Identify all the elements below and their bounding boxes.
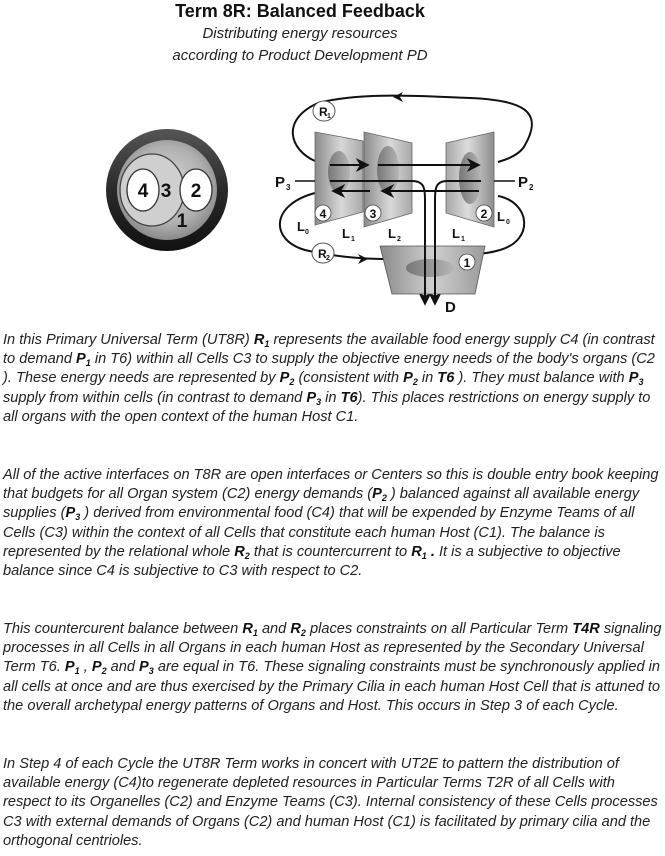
page-title: Term 8R: Balanced Feedback xyxy=(175,1,425,21)
term-subscript: 1 xyxy=(85,358,91,369)
bold-term: $P_3$ xyxy=(65,505,81,523)
text-run: signaling processes in all Cells in all Organs in each human Host as represented by the Secondary Universal Term T6. xyxy=(3,621,662,676)
circle-label-4: 4 xyxy=(137,181,149,202)
paragraph-1 xyxy=(3,331,663,427)
d-output-label: D xyxy=(445,299,456,316)
p3-label: P xyxy=(275,174,286,191)
paragraph-2 xyxy=(3,466,663,581)
l1-right-label: L xyxy=(452,226,460,241)
bold-term: . xyxy=(426,543,435,560)
l2-label: L xyxy=(388,226,396,241)
bold-term: $P_2$ xyxy=(372,486,387,504)
bold-term: $P_1$ xyxy=(64,659,80,677)
panel-3-hole xyxy=(377,146,399,194)
subtitle-line-2: according to Product Development PD xyxy=(172,47,428,64)
text-run: In Step 4 of each Cycle the UT8R Term works in concert with UT2E to pattern the distribution of available energy (C4)to regenerate depleted resources in Particular Terms T2R of all Cells with respect to its Organelles (C2) and Enzyme Teams (C3). Internal consistency of these Cells processes C3 with external demands of Organs (C2) and human Host (C1) is facilitated by primary cilia and the orthogonal centrioles. xyxy=(3,756,658,849)
bold-term: $R_1$ xyxy=(253,332,270,349)
circle-label-1: 1 xyxy=(176,211,188,232)
term-subscript: 1 xyxy=(421,550,427,561)
l1-right-sub: 1 xyxy=(461,236,465,243)
text-run: and xyxy=(106,659,140,676)
panel-2-hole xyxy=(459,152,481,204)
text-run: ). This places restrictions on energy supply to all organs with the open context of the human Host C1. xyxy=(3,389,651,425)
r2-sub: 2 xyxy=(326,255,330,262)
text-run: in xyxy=(321,389,341,406)
term-subscript: 2 xyxy=(381,493,387,504)
text-run: supply from within cells (in contrast to demand xyxy=(3,389,307,406)
text-run: places constraints on all Particular Term xyxy=(305,621,573,637)
panel-label-3: 3 xyxy=(369,207,377,221)
l0-left-sub: 0 xyxy=(305,229,309,236)
l0-left-label: L xyxy=(297,219,305,234)
text-run: In this Primary Universal Term (UT8R) xyxy=(3,332,254,348)
base-hole xyxy=(406,259,454,277)
flow-diagram xyxy=(275,92,534,316)
r1-arrow-icon xyxy=(393,92,403,102)
paragraph-3 xyxy=(3,620,663,716)
term-subscript: 2 xyxy=(244,550,250,561)
text-run: represents the available food energy supply C4 (in contrast to demand xyxy=(3,332,655,368)
term-subscript: 1 xyxy=(252,628,258,638)
term-subscript: 1 xyxy=(74,666,80,677)
bold-term: $P_2$ xyxy=(91,659,107,677)
term-subscript: 3 xyxy=(75,512,81,523)
base-label-1: 1 xyxy=(463,256,471,270)
text-run: ) balanced against all available energy supplies ( xyxy=(3,486,640,522)
p3-sub: 3 xyxy=(286,183,291,192)
text-run: All of the active interfaces on T8R are open interfaces or Centers so this is double entry book keeping that budgets for all Organ system (C2) energy demands ( xyxy=(3,467,659,503)
term-subscript: 3 xyxy=(638,377,644,388)
bold-term: $R_2$ xyxy=(290,621,306,638)
bold-term: T6 xyxy=(340,389,358,406)
l2-sub: 2 xyxy=(397,236,401,243)
panel-4-hole xyxy=(328,151,350,193)
p2-sub: 2 xyxy=(529,183,534,192)
term-subscript: 2 xyxy=(300,628,306,638)
bold-term: $P_3$ xyxy=(306,389,322,407)
text-run: This countercurent balance between xyxy=(3,621,243,637)
panel-label-4: 4 xyxy=(319,207,327,221)
text-run: that is countercurrent to xyxy=(249,543,412,560)
text-run: in T6) within all Cells C3 to supply the objective energy needs of the body's organs (C2 ). These energy needs are represented by xyxy=(3,351,655,387)
text-run: are equal in T6. These signaling constraints must be synchronously applied in all cells at once and are thus exercised by the Primary Cilia in each human Host Cell that is attuned to the overall archetypal energy patterns of Organs and Host. This occurs in Step 3 of each Cycle. xyxy=(3,659,661,714)
text-run: , xyxy=(79,659,92,676)
bold-term: $R_1$ xyxy=(411,543,427,561)
text-run: It is a subjective to objective balance since C4 is subjective to C3 with respect to C2. xyxy=(3,543,621,580)
bold-term: $P_3$ xyxy=(139,659,154,677)
l1-left-sub: 1 xyxy=(351,236,355,243)
subtitle-line-1: Distributing energy resources xyxy=(202,25,398,42)
text-run: ) derived from environmental food (C4) that will be expended by Enzyme Teams of all Cells (C3) within the context of all Cells that constitute each human Host (C1). The balance is represented by the relational whole xyxy=(3,505,635,560)
r2-label: R xyxy=(318,247,327,261)
circle-label-2: 2 xyxy=(190,181,202,202)
term-subscript: 2 xyxy=(101,666,107,677)
text-run: in xyxy=(417,370,438,387)
r1-sub: 1 xyxy=(327,113,331,120)
bold-term: $P_2$ xyxy=(403,370,418,388)
l1-left-label: L xyxy=(342,226,350,241)
nested-circles-icon xyxy=(106,129,228,251)
bold-term: $P_1$ xyxy=(76,351,91,369)
bold-term: $R_1$ xyxy=(242,621,258,638)
r1-label: R xyxy=(319,105,328,119)
term-subscript: 3 xyxy=(148,666,154,677)
panel-label-2: 2 xyxy=(480,207,488,221)
term-diagram xyxy=(0,80,665,320)
p2-label: P xyxy=(518,174,529,191)
term-subscript: 3 xyxy=(316,396,322,407)
bold-term: $P_2$ xyxy=(279,370,295,388)
l0-right-label: L xyxy=(497,209,505,224)
text-run: (consistent with xyxy=(294,370,404,387)
paragraph-4 xyxy=(3,755,663,851)
text-run: ). They must balance with xyxy=(454,370,629,387)
bold-term: $P_3$ xyxy=(628,370,644,388)
circle-label-3: 3 xyxy=(160,181,172,202)
l0-right-sub: 0 xyxy=(506,219,510,226)
term-subscript: 2 xyxy=(412,377,418,388)
bold-term: $R_2$ xyxy=(234,543,250,561)
term-subscript: 1 xyxy=(264,339,270,349)
bold-term: T6 xyxy=(437,370,455,387)
term-subscript: 2 xyxy=(289,377,295,388)
bold-term: T4R xyxy=(572,621,600,637)
text-run: and xyxy=(257,621,291,637)
